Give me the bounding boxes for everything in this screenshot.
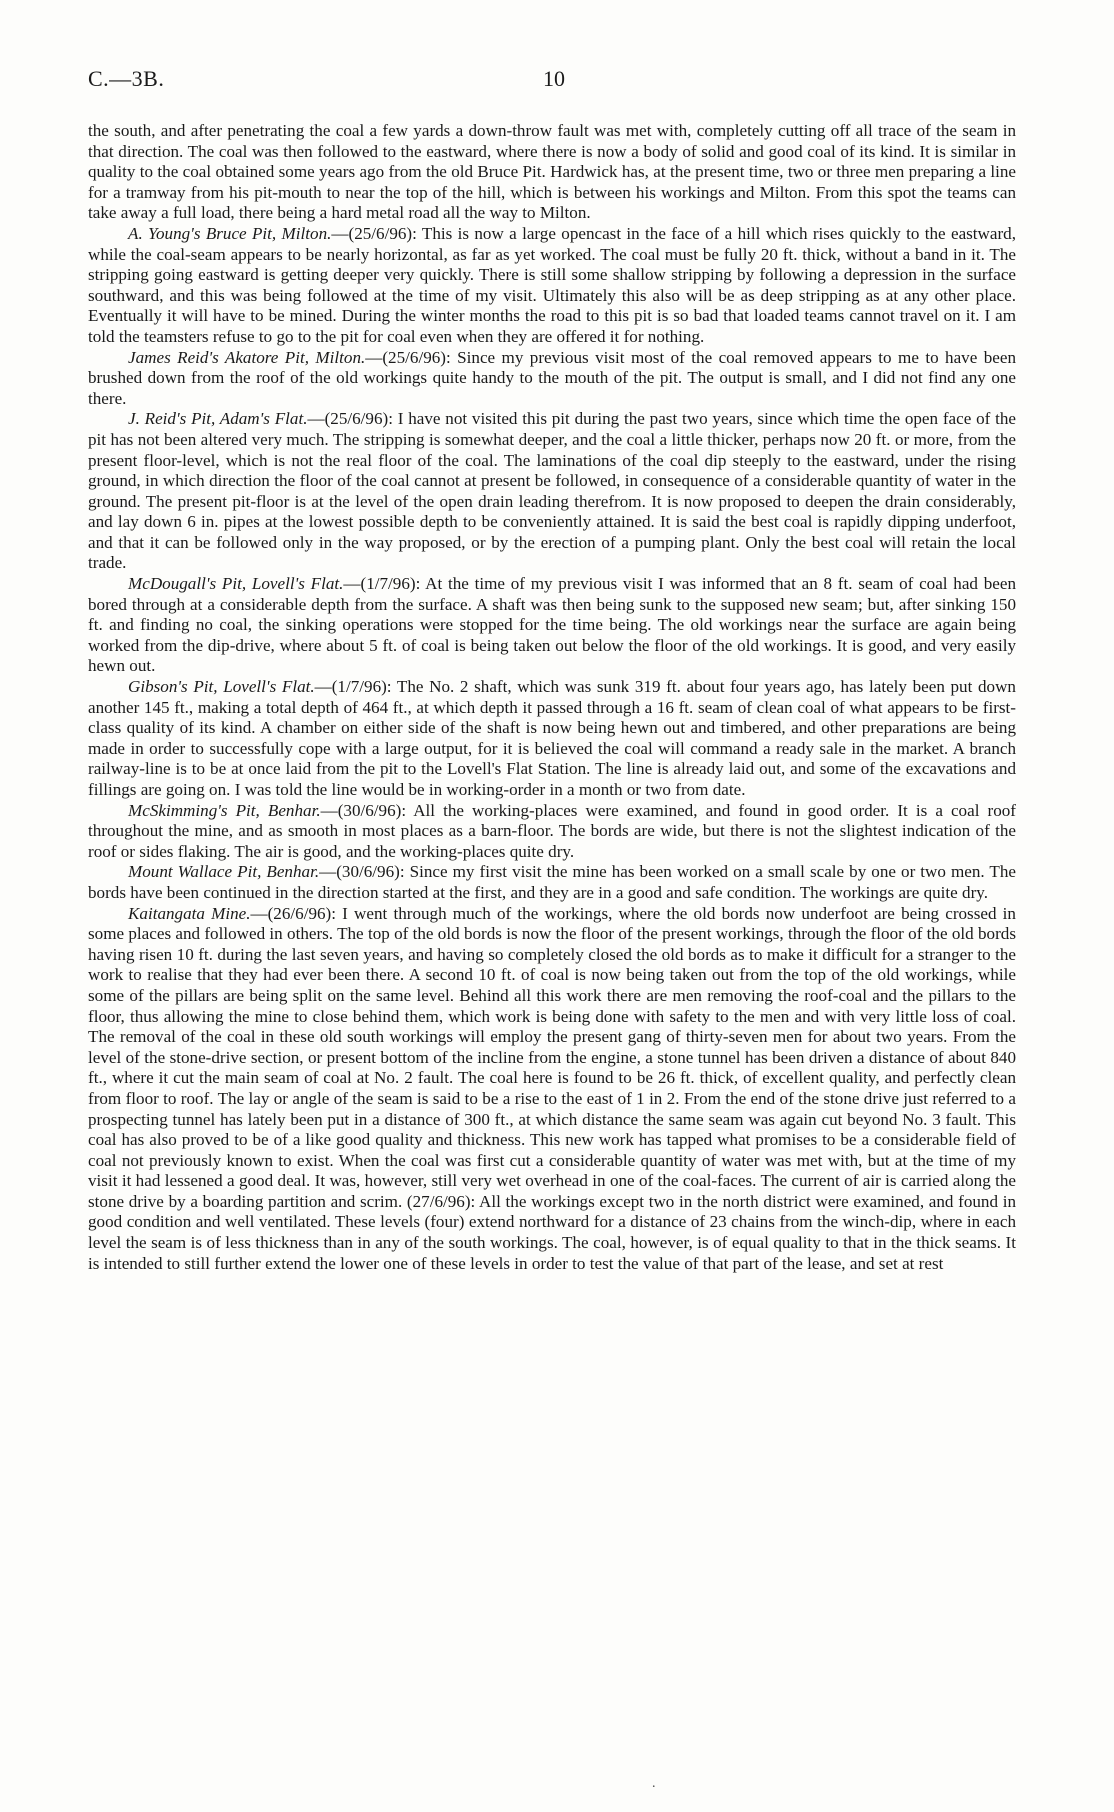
paragraph-young-bruce-pit [88, 224, 1016, 348]
paragraph-title: Mount Wallace Pit, Benhar. [128, 862, 320, 882]
paragraph-gibson-pit [88, 677, 1016, 801]
paragraph-mcskimming-pit [88, 801, 1016, 863]
paragraph-text: —(30/6/96): All the working-places were examined, and found in good order. It is a coal roof throughout the mine, and as smooth in most places as a barn-floor. The bords are wide, but there is not the slightest indication of the roof or sides flaking. The air is good, and the working-places quite dry. [88, 800, 1016, 861]
paragraph-title: McDougall's Pit, Lovell's Flat. [128, 574, 344, 594]
paragraph-reid-akatore-pit [88, 348, 1016, 410]
paragraph-text: —(1/7/96): At the time of my previous visit I was informed that an 8 ft. seam of coal had been bored through at a considerable depth from the surface. A shaft was then being sunk to the supposed new seam; but, after sinking 150 ft. and finding no coal, the sinking operations were stopped for the time being. The old workings near the surface are again being worked from the dip-drive, where about 5 ft. of coal is being taken out below the floor of the old workings. It is good, and very easily hewn out. [88, 574, 1016, 676]
paragraph-text: —(26/6/96): I went through much of the workings, where the old bords now underfoot are being crossed in some places and followed in others. The top of the old bords is now the floor of the present workings, through the floor of the old bords having risen 10 ft. during the last seven years, and having so completely closed the old bords as to make it difficult for a stranger to the work to realise that they had ever been there. A second 10 ft. of coal is now being taken out from the top of the old workings, while some of the pillars are being split on the same level. Behind all this work there are men removing the roof-coal and the pillars to the floor, thus allowing the mine to close behind them, which work is being done with safety to the men and with very little loss of coal. The removal of the coal in these old south workings will employ the present gang of thirty-seven men for about two years. From the level of the stone-drive section, or present bottom of the incline from the engine, a stone tunnel has been driven a distance of about 840 ft., where it cut the main seam of coal at No. 2 fault. The coal here is found to be 26 ft. thick, of excellent quality, and perfectly clean from floor to roof. The lay or angle of the seam is said to be a rise to the east of 1 in 2. From the end of the stone drive just referred to a prospecting tunnel has lately been put in a distance of 300 ft., at which distance the same seam was again cut beyond No. 3 fault. This coal has also proved to be of a like good quality and thickness. This new work has tapped what promises to be a considerable field of coal not previously known to exist. When the coal was first cut a considerable quantity of water was met with, but at the time of my visit it had lessened a good deal. It was, however, still very wet overhead in one of the coal-faces. The current of air is carried along the stone drive by a boarding partition and scrim. (27/6/96): All the workings except two in the north district were examined, and found in good condition and well ventilated. These levels (four) extend northward for a distance of 23 chains from the winch-dip, where in each level the seam is of less thickness than in any of the south workings. The coal, however, is of equal quality to that in the thick seams. It is intended to still further extend the lower one of these levels in order to test the value of that part of the lease, and set at rest [88, 903, 1016, 1273]
paragraph-reid-adams-flat [88, 409, 1016, 574]
paragraph-title: Kaitangata Mine. [128, 903, 251, 923]
paragraph-mount-wallace-pit [88, 862, 1016, 903]
paragraph-title: McSkimming's Pit, Benhar. [128, 800, 321, 820]
page-number: 10 [543, 66, 565, 91]
paragraph-text: —(25/6/96): Since my previous visit most of the coal removed appears to me to have been brushed down from the roof of the old workings quite handy to the mouth of the pit. The output is small, and I did not find any one there. [88, 347, 1016, 408]
paragraph-title: James Reid's Akatore Pit, Milton. [128, 347, 366, 367]
document-code: C.—3B. [88, 66, 165, 91]
paragraph-title: Gibson's Pit, Lovell's Flat. [128, 677, 315, 697]
paragraph-title: J. Reid's Pit, Adam's Flat. [128, 409, 308, 429]
paragraph-title: A. Young's Bruce Pit, Milton. [128, 223, 332, 243]
paragraph-text: —(1/7/96): The No. 2 shaft, which was sunk 319 ft. about four years ago, has lately been put down another 145 ft., making a total depth of 464 ft., at which depth it passed through a 16 ft. seam of clean coal of what appears to be first-class quality of its kind. A chamber on either side of the shaft is now being hewn out and timbered, and other preparations are being made in order to successfully cope with a large output, for it is believed the coal will command a ready sale in the market. A branch railway-line is to be at once laid from the pit to the Lovell's Flat Station. The line is already laid out, and some of the excavations and fillings are going on. I was told the line would be in working-order in a month or two from date. [88, 677, 1016, 799]
page-header [88, 66, 1020, 96]
paragraph-text: —(25/6/96): This is now a large opencast in the face of a hill which rises quickly to the eastward, while the coal-seam appears to be nearly horizontal, as far as yet worked. The coal must be fully 20 ft. thick, without a band in it. The stripping going eastward is getting deeper very quickly. There is still some shallow stripping by following a depression in the surface southward, and this was being followed at the time of my visit. Ultimately this also will be as deep stripping as at any other place. Eventually it will have to be mined. During the winter months the road to this pit is so bad that loaded teams cannot travel on it. I am told the teamsters refuse to go to the pit for coal even when they are offered it for nothing. [88, 223, 1016, 346]
paragraph-kaitangata-mine [88, 904, 1016, 1275]
paragraph-text: —(30/6/96): Since my first visit the mine has been worked on a small scale by one or two men. The bords have been continued in the direction started at the first, and they are in a good and safe condition. The workings are quite dry. [88, 862, 1016, 902]
paragraph-text: —(25/6/96): I have not visited this pit during the past two years, since which time the open face of the pit has not been altered very much. The stripping is somewhat deeper, and the coal a little thicker, perhaps now 20 ft. or more, from the present floor-level, which is not the real floor of the coal. The laminations of the coal dip steeply to the eastward, under the rising ground, in which direction the floor of the coal cannot at present be followed, in consequence of a considerable quantity of water in the ground. The present pit-floor is at the level of the open drain leading therefrom. It is now proposed to deepen the drain considerably, and lay down 6 in. pipes at the lowest possible depth to be conveniently attained. It is said the best coal is rapidly dipping underfoot, and that it can be followed only in the way proposed, or by the erection of a pumping plant. Only the best coal will retain the local trade. [88, 409, 1016, 573]
footer-dot: . [652, 1776, 656, 1791]
paragraph-mcdougall-pit [88, 574, 1016, 677]
body-text [88, 121, 1016, 1274]
paragraph-hardwick-continued [88, 121, 1016, 224]
paragraph-text: the south, and after penetrating the coal a few yards a down-throw fault was met with, completely cutting off all trace of the seam in that direction. The coal was then followed to the eastward, where there is now a body of solid and good coal of its kind. It is similar in quality to the coal obtained some years ago from the old Bruce Pit. Hardwick has, at the present time, two or three men preparing a line for a tramway from his pit-mouth to near the top of the hill, which is between his workings and Milton. From this spot the teams can take away a full load, there being a hard metal road all the way to Milton. [88, 121, 1016, 223]
